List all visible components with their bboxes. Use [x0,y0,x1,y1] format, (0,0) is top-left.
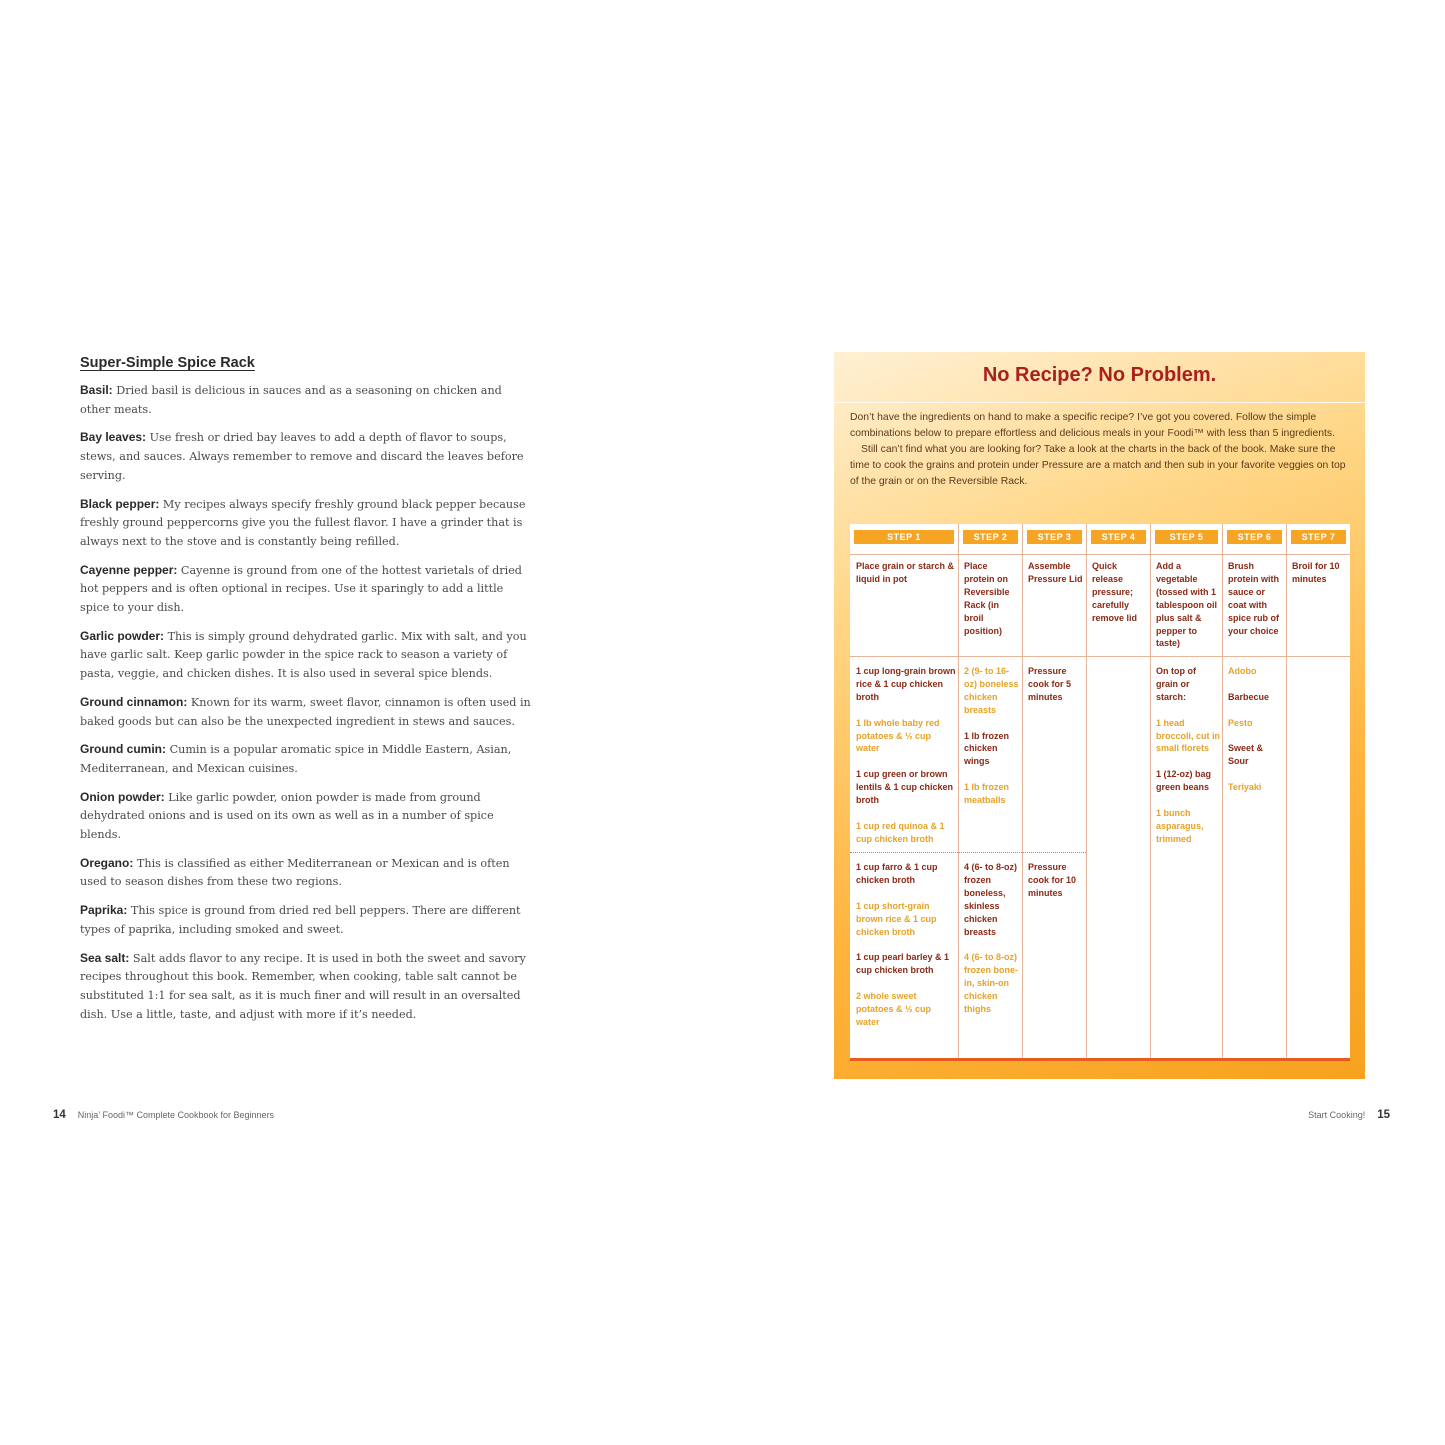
spice-list [80,381,532,1024]
grain-option: 1 cup pearl barley & 1 cup chicken broth [856,952,950,976]
spice-entry [80,381,532,419]
spice-description: Dried basil is delicious in sauces and as a seasoning on chicken and other meats. [80,384,502,416]
book-title: Ninja’ Foodi™ Complete Cookbook for Beginners [77,1110,275,1120]
spice-entry [80,901,532,939]
protein-option: 2 (9- to 16-oz) boneless chicken breasts [964,666,1019,715]
instruction-cell: Broil for 10 minutes [1292,561,1340,584]
grain-option: 1 cup farro & 1 cup chicken broth [856,862,938,885]
protein-options [964,861,1020,1016]
grain-option: 1 cup long-grain brown rice & 1 cup chicken broth [856,666,956,702]
protein-option: 4 (6- to 8-oz) frozen bone-in, skin-on chicken thighs [964,952,1018,1014]
grain-option: 2 whole sweet potatoes & ½ cup water [856,991,932,1027]
spice-entry [80,693,532,731]
spice-term: Onion powder: [80,789,165,804]
right-footer [1308,1109,1390,1121]
grain-options [856,861,956,1029]
spice-description: This is classified as either Mediterranean or Mexican and is often used to season dishes from these two regions. [80,856,510,889]
spice-term: Oregano: [80,855,134,870]
grain-option: 1 cup red quinoa & 1 cup chicken broth [856,820,945,844]
instruction-cell: Brush protein with sauce or coat with spice rub of your choice [1228,561,1280,636]
spice-entry [80,788,532,845]
steps-table [850,524,1350,1061]
instruction-cell: Add a vegetable (tossed with 1 tablespoon oil plus salt & pepper to taste) [1156,561,1218,649]
spice-entry [80,949,532,1025]
left-footer [53,1109,274,1121]
section-heading: Super-Simple Spice Rack [80,355,255,371]
sauce-options [1228,665,1284,794]
step-header: STEP 3 [1027,530,1082,544]
table-column [1286,524,1350,1058]
step-header: STEP 5 [1155,530,1218,544]
panel-title: No Recipe? No Problem. [982,364,1217,386]
sauce-option: Teriyaki [1228,782,1262,793]
chapter-title: Start Cooking! [1308,1110,1366,1120]
row-divider [850,656,1350,657]
spice-description: Use fresh or dried bay leaves to add a depth of flavor to soups, stews, and sauces. Always remember to remove and discard the leaves before serving. [80,431,524,482]
spice-term: Basil: [80,383,113,397]
page-number: 14 [53,1109,66,1121]
step-header: STEP 6 [1227,530,1282,544]
spice-rack-section [80,355,532,1033]
group-divider [850,852,1086,853]
instruction-cell: Place protein on Reversible Rack (in broil position) [964,561,1010,636]
spice-entry [80,627,532,684]
pressure-time: Pressure cook for 5 minutes [1028,666,1072,702]
title-divider [834,402,1365,403]
step-header: STEP 7 [1291,530,1346,544]
step-header: STEP 2 [963,530,1018,544]
intro-paragraph: Don’t have the ingredients on hand to make a specific recipe? I’ve got you covered. Follow the simple combinations below to prepare effortless and delicious meals in your Foodi™ with less than 5 ingredients. [850,412,1335,439]
spice-term: Garlic powder: [80,628,165,643]
instruction-cell: Place grain or starch & liquid in pot [856,561,955,584]
spice-entry [80,561,532,618]
sauce-option: Pesto [1228,717,1253,728]
instruction-cell: Quick release pressure; carefully remove lid [1092,561,1138,623]
protein-option: 1 lb frozen meatballs [964,782,1010,806]
protein-option: 1 lb frozen chicken wings [964,730,1010,767]
spice-entry [80,740,532,778]
spice-description: My recipes always specify freshly ground black pepper because freshly ground peppercorns give you the fullest flavor. I have a grinder that is always next to the stove and is constantly being refilled. [80,497,526,548]
vegetable-option: 1 head broccoli, cut in small florets [1156,717,1221,754]
table-column [1022,524,1086,1058]
sauce-option: Sweet & Sour [1228,743,1264,767]
pressure-time: Pressure cook for 10 minutes [1028,862,1077,898]
spice-term: Bay leaves: [80,430,147,445]
sauce-option: Adobo [1228,666,1257,676]
no-recipe-panel [834,352,1365,1079]
spice-description: Known for its warm, sweet flavor, cinnamon is often used in baked goods but can also be the unexpected ingredient in stews and sauces. [80,695,531,728]
vegetable-option: 1 (12-oz) bag green beans [1156,769,1212,793]
instruction-cell: Assemble Pressure Lid [1028,561,1083,584]
spice-entry [80,428,532,485]
vegetable-options [1156,665,1220,846]
grain-option: 1 cup short-grain brown rice & 1 cup chicken broth [856,900,937,937]
spice-entry [80,854,532,892]
vegetable-option: 1 bunch asparagus, trimmed [1156,807,1204,844]
spice-term: Sea salt: [80,950,130,965]
step-header: STEP 4 [1091,530,1146,544]
grain-option: 1 lb whole baby red potatoes & ½ cup water [856,717,940,754]
spice-term: Cayenne pepper: [80,562,178,577]
spice-description: Cumin is a popular aromatic spice in Middle Eastern, Asian, Mediterranean, and Mexican cuisines. [80,743,512,775]
protein-options [964,665,1020,807]
grain-option: 1 cup green or brown lentils & 1 cup chicken broth [856,769,954,806]
protein-option: 4 (6- to 8-oz) frozen boneless, skinless chicken breasts [964,862,1017,937]
sauce-option: Barbecue [1228,691,1270,702]
spice-term: Paprika: [80,903,128,918]
spice-description: Cayenne is ground from one of the hottest varietals of dried hot peppers and is often optional in recipes. Use it sparingly to add a little spice to your dish. [80,563,522,615]
page-number: 15 [1377,1109,1390,1121]
panel-intro [850,410,1350,490]
spice-description: Salt adds flavor to any recipe. It is used in both the sweet and savory recipes throughout this book. Remember, when cooking, table salt cannot be substituted 1:1 for sea salt, as it is much finer and will result in an oversalted dish. Use a little, taste, and adjust with more if it’s needed. [80,951,526,1021]
vegetable-option: On top of grain or starch: [1156,666,1196,702]
spice-term: Ground cumin: [80,742,166,757]
spice-description: This spice is ground from dried red bell peppers. There are different types of paprika, including smoked and sweet. [80,904,521,936]
spice-entry [80,495,532,552]
spice-description: This is simply ground dehydrated garlic. Mix with salt, and you have garlic salt. Keep garlic powder in the spice rack to season a variety of pasta, veggie, and chicken dishes. It is also used in several spice blends. [80,629,527,681]
spice-term: Ground cinnamon: [80,694,188,709]
step-header: STEP 1 [854,530,954,544]
spice-term: Black pepper: [80,496,160,511]
row-divider [850,554,1350,555]
grain-options [856,665,956,846]
intro-paragraph: Still can’t find what you are looking for? Take a look at the charts in the back of the book. Make sure the time to cook the grains and protein under Pressure are a match and then sub in your favorite veggies on top of the grain or on the Reversible Rack. [850,444,1346,487]
spice-description: Like garlic powder, onion powder is made from ground dehydrated onions and is used on its own as well as in a number of spice blends. [80,790,494,842]
